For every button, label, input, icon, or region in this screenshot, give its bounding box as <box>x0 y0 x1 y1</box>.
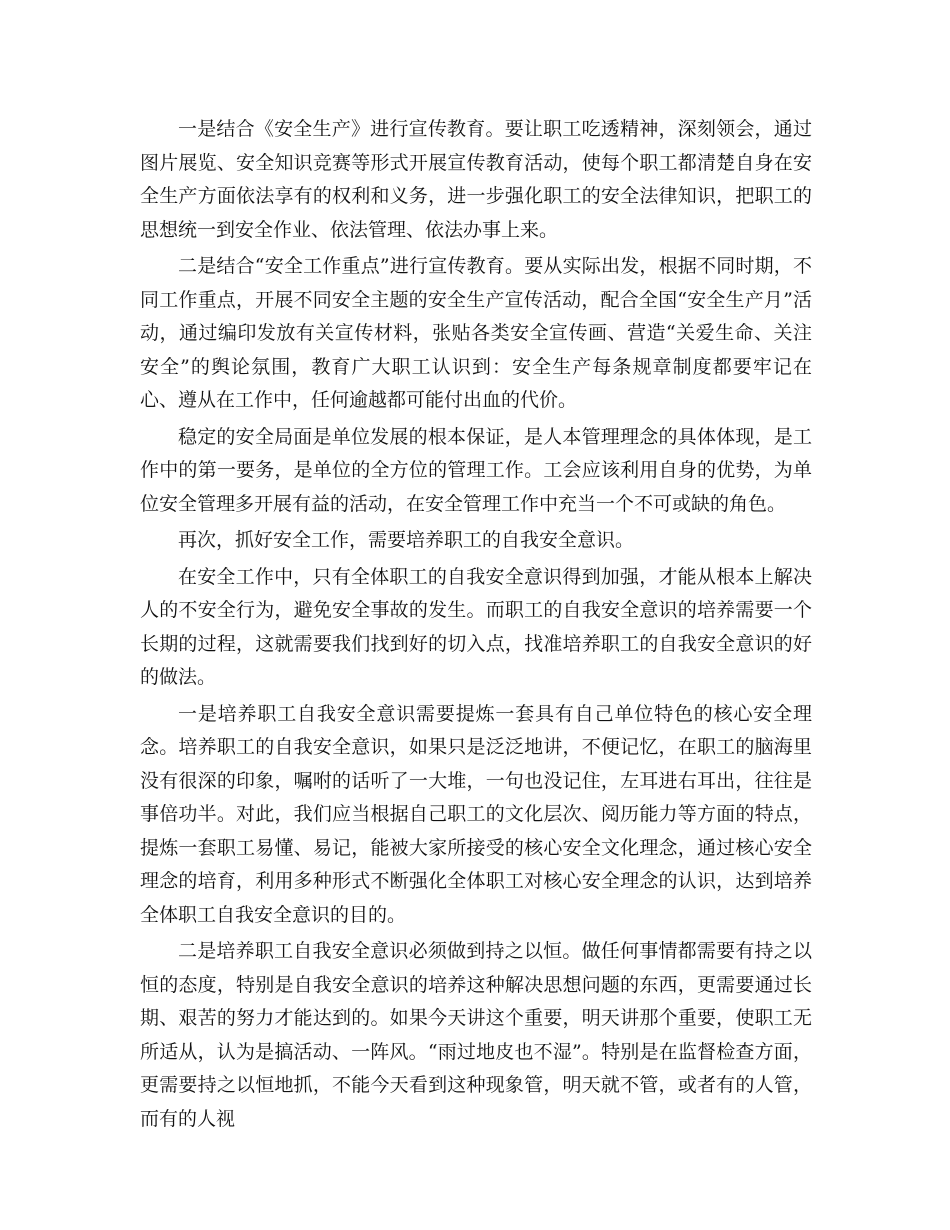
paragraph-3: 稳定的安全局面是单位发展的根本保证，是人本管理理念的具体体现，是工作中的第一要务，是单位的全方位的管理工作。工会应该利用自身的优势，为单位安全管理多开展有益的活动，在安全管理工作中充当一个不可或缺的角色。 <box>140 425 812 515</box>
paragraph-1: 一是结合《安全生产》进行宣传教育。要让职工吃透精神，深刻领会，通过图片展览、安全知识竞赛等形式开展宣传教育活动，使每个职工都清楚自身在安全生产方面依法享有的权利和义务，进一步强化职工的安全法律知识，把职工的思想统一到安全作业、依法管理、依法办事上来。 <box>140 118 812 241</box>
paragraph-6: 一是培养职工自我安全意识需要提炼一套具有自己单位特色的核心安全理念。培养职工的自我安全意识，如果只是泛泛地讲，不便记忆，在职工的脑海里没有很深的印象，嘱咐的话听了一大堆，一句也没记住，左耳进右耳出，往往是事倍功半。对此，我们应当根据自己职工的文化层次、阅历能力等方面的特点，提炼一套职工易懂、易记，能被大家所接受的核心安全文化理念，通过核心安全理念的培育，利用多种形式不断强化全体职工对核心安全理念的认识，达到培养全体职工自我安全意识的目的。 <box>140 702 812 926</box>
paragraph-5: 在安全工作中，只有全体职工的自我安全意识得到加强，才能从根本上解决人的不安全行为，避免安全事故的发生。而职工的自我安全意识的培养需要一个长期的过程，这就需要我们找到好的切入点，找准培养职工的自我安全意识的好的做法。 <box>140 565 812 688</box>
document-body <box>140 113 812 1139</box>
paragraph-7: 二是培养职工自我安全意识必须做到持之以恒。做任何事情都需要有持之以恒的态度，特别是自我安全意识的培养这种解决思想问题的东西，更需要通过长期、艰苦的努力才能达到的。如果今天讲这个重要，明天讲那个重要，使职工无所适从，认为是搞活动、一阵风。“雨过地皮也不湿”。特别是在监督检查方面，更需要持之以恒地抓，不能今天看到这种现象管，明天就不管，或者有的人管，而有的人视 <box>140 940 812 1130</box>
paragraph-2: 二是结合“安全工作重点”进行宣传教育。要从实际出发，根据不同时期，不同工作重点，开展不同安全主题的安全生产宣传活动，配合全国“安全生产月”活动，通过编印发放有关宣传材料，张贴各类安全宣传画、营造“关爱生命、关注安全”的舆论氛围，教育广大职工认识到：安全生产每条规章制度都要牢记在心、遵从在工作中，任何逾越都可能付出血的代价。 <box>140 255 812 411</box>
paragraph-4: 再次，抓好安全工作，需要培养职工的自我安全意识。 <box>178 529 635 551</box>
